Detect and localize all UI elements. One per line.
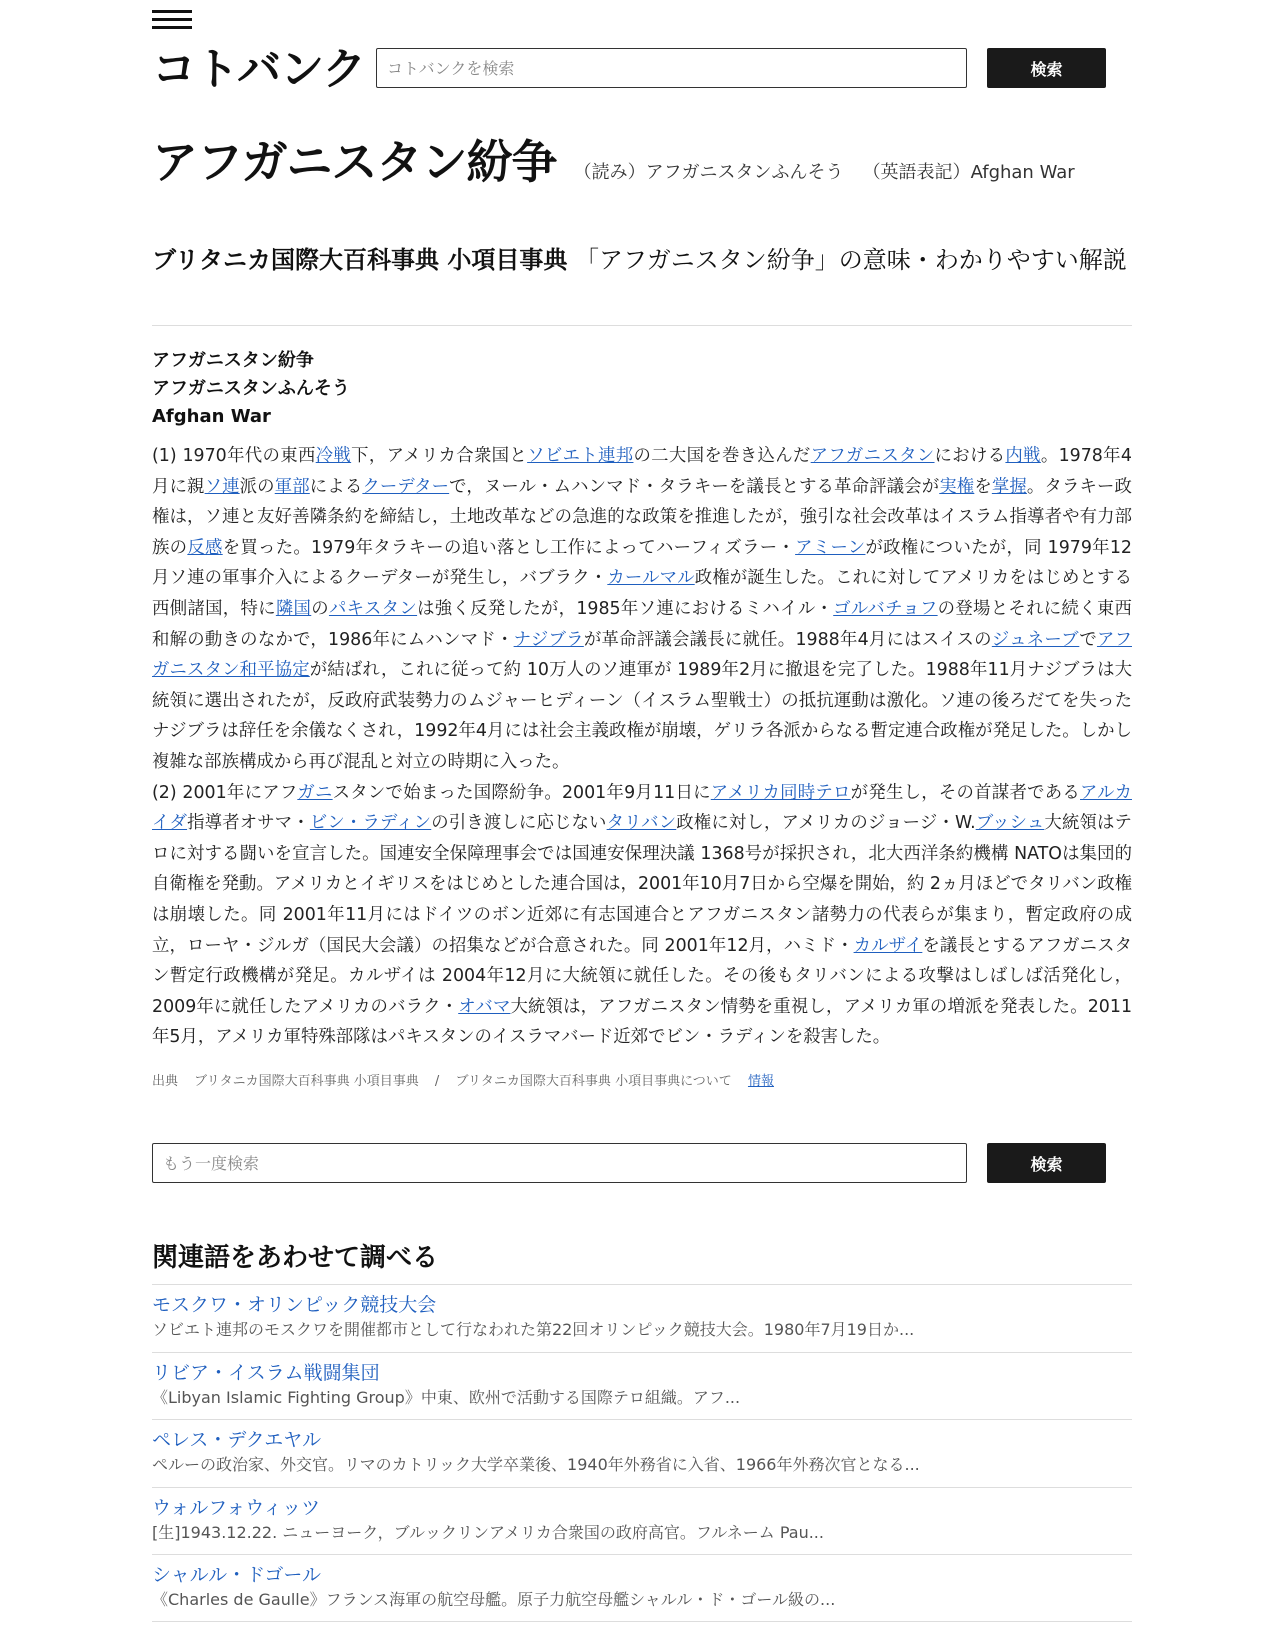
entry-link[interactable]: カールマル <box>607 568 695 589</box>
entry-headwords <box>152 347 350 431</box>
entry-text: における <box>934 446 1006 466</box>
related-list <box>152 1284 1132 1622</box>
related-item <box>152 1352 1132 1420</box>
entry-link[interactable]: ビン・ラディン <box>309 813 432 834</box>
entry-text: 。タラキー政権は，ソ連と友好善隣条約を締結し，土地改革などの急進的な政策を推進したが，強引な社会改革はイスラム指導者や有力部族の <box>152 476 1132 558</box>
source-name: ブリタニカ国際大百科事典 小項目事典 <box>194 1074 419 1089</box>
entry-english: Afghan War <box>152 406 271 427</box>
entry-link[interactable]: ジュネーブ <box>991 629 1080 650</box>
related-link[interactable]: リビア・イスラム戦闘集団 <box>152 1361 380 1384</box>
entry-text: 下，アメリカ合衆国と <box>351 446 528 466</box>
entry-text: 政権が誕生した。これに対してアメリカをはじめとする西側諸国，特に <box>152 568 1132 619</box>
entry-text: の引き渡しに応じない <box>431 813 607 834</box>
related-desc: 《Charles de Gaulle》フランス海軍の航空母艦。原子力航空母艦シャルル・ド・ゴール級の... <box>152 1590 836 1609</box>
entry-link[interactable]: アフガニスタン和平協定 <box>152 629 1132 681</box>
entry-text: が結ばれ，これに従って約 10万人のソ連軍が 1989年2月に撤退を完了した。1988年11月ナジブラは大統領に選出されたが，反政府武装勢力のムジャーヒディーン（イスラム聖戦士）の抵抗運動は激化。ソ連の後ろだてを失ったナジブラは辞任を余儀なくされ，1992年4月には社会主義政権が崩壊，ゲリラ各派からなる暫定連合政権が発足した。しかし複雑な部族構成から再び混乱と対立の時期に入った。 <box>152 660 1132 772</box>
entry-link[interactable]: タリバン <box>606 813 677 834</box>
entry-text: による <box>309 476 363 497</box>
dictionary-name: ブリタニカ国際大百科事典 小項目事典 <box>152 246 568 274</box>
search-button[interactable]: 検索 <box>987 48 1106 88</box>
english-value: Afghan War <box>970 162 1075 183</box>
related-link[interactable]: ペレス・デクエヤル <box>152 1429 322 1451</box>
entry-link[interactable]: アミーン <box>795 537 866 558</box>
entry-text: の登場とそれに続く東西和解の動きのなかで，1986年にムハンマド・ <box>152 598 1132 650</box>
source-separator: / <box>434 1074 440 1089</box>
related-desc: 《Libyan Islamic Fighting Group》中東、欧州で活動する国際テロ組織。アフ... <box>152 1387 741 1407</box>
title-english <box>863 162 1075 183</box>
entry-text: を <box>974 476 992 497</box>
entry-link[interactable]: パキスタン <box>328 598 418 619</box>
related-link[interactable]: シャルル・ドゴール <box>152 1564 322 1586</box>
related-desc: [生]1943.12.22. ニューヨーク，ブルックリンアメリカ合衆国の政府高官。フルネーム Pau... <box>152 1522 824 1542</box>
entry-text: (1) 1970年代の東西 <box>152 446 316 466</box>
entry-link[interactable]: ブッシュ <box>975 813 1045 834</box>
entry-text: 指導者オサマ・ <box>187 813 310 834</box>
dictionary-heading <box>152 240 1132 280</box>
entry-link[interactable]: アフガニスタン <box>810 446 935 466</box>
entry-link[interactable]: 内戦 <box>1005 446 1041 466</box>
entry-text: 派の <box>239 476 275 497</box>
entry-headword: アフガニスタン紛争 <box>152 350 314 371</box>
page-title: アフガニスタン紛争 <box>152 135 557 189</box>
entry-text: の <box>311 598 329 619</box>
related-title: 関連語をあわせて調べる <box>152 1243 439 1273</box>
related-item <box>152 1554 1132 1622</box>
entry-paragraph-2 <box>152 778 1132 1053</box>
entry-link[interactable]: オバマ <box>458 996 511 1017</box>
entry-body <box>152 441 1132 1053</box>
entry-text: を買った。1979年タラキーの追い落とし工作によってハーフィズラー・ <box>222 537 796 558</box>
site-logo[interactable]: コトバンク <box>152 44 366 95</box>
search-again-input[interactable] <box>152 1143 967 1183</box>
entry-text: 政権に対し，アメリカのジョージ・W. <box>676 813 976 834</box>
hamburger-menu-icon[interactable] <box>152 10 192 32</box>
entry-text: は強く反発したが，1985年ソ連におけるミハイル・ <box>417 598 834 619</box>
source-info-link[interactable]: 情報 <box>747 1074 774 1089</box>
entry-text: が政権についたが，同 1979年12月ソ連の軍事介入によるクーデターが発生し，バブラク・ <box>152 537 1132 589</box>
entry-link[interactable]: アルカイダ <box>152 782 1132 834</box>
related-desc: ソビエト連邦のモスクワを開催都市として行なわれた第22回オリンピック競技大会。1980年7月19日か... <box>152 1320 915 1339</box>
entry-link[interactable]: 軍部 <box>274 476 310 497</box>
related-item <box>152 1419 1132 1487</box>
related-link[interactable]: ウォルフォウィッツ <box>152 1496 321 1519</box>
entry-reading: アフガニスタンふんそう <box>152 378 350 399</box>
dictionary-heading-suffix: 「アフガニスタン紛争」の意味・わかりやすい解説 <box>575 246 1127 274</box>
entry-link[interactable]: ソ連 <box>204 476 240 497</box>
related-link[interactable]: モスクワ・オリンピック競技大会 <box>152 1294 437 1316</box>
entry-link[interactable]: 冷戦 <box>315 446 352 466</box>
source-about: ブリタニカ国際大百科事典 小項目事典について <box>455 1074 732 1089</box>
entry-text: が革命評議会議長に就任。1988年4月にはスイスの <box>583 629 992 650</box>
entry-link[interactable]: ガニ <box>297 782 333 803</box>
entry-text: で <box>1079 629 1097 650</box>
entry-text: 。1978年4月に親 <box>152 446 1132 497</box>
entry-paragraph-1 <box>152 441 1132 778</box>
related-item <box>152 1284 1132 1352</box>
title-row <box>152 126 1075 192</box>
entry-text: 大統領は，アフガニスタン情勢を重視し，アメリカ軍の増派を発表した。2011年5月，アメリカ軍特殊部隊はパキスタンのイスラマバード近郊でビン・ラディンを殺害した。 <box>152 996 1133 1048</box>
divider <box>152 325 1132 326</box>
search-again-button[interactable]: 検索 <box>987 1143 1106 1183</box>
entry-text: 大統領はテロに対する闘いを宣言した。国連安全保障理事会では国連安保理決議 1368号が採択され，北大西洋条約機構 NATOは集団的自衛権を発動。アメリカとイギリスをはじめとした連合国は，2001年10月7日から空爆を開始，約 2ヵ月ほどでタリバン政権は崩壊した。同 2001年11月にはドイツのボン近郊に有志国連合とアフガニスタン諸勢力の代表らが集まり，暫定政府の成立，ローヤ・ジルガ（国民大会議）の招集などが合意された。同 2001年12月，ハミド・ <box>152 813 1132 956</box>
entry-text: (2) 2001年にアフ <box>152 782 298 803</box>
entry-link[interactable]: 反感 <box>187 537 223 558</box>
entry-link[interactable]: アメリカ同時テロ <box>710 782 851 803</box>
entry-link[interactable]: 隣国 <box>275 598 312 619</box>
entry-link[interactable]: ゴルバチョフ <box>833 598 938 619</box>
english-label: （英語表記） <box>862 162 971 183</box>
entry-link[interactable]: 実権 <box>939 476 975 497</box>
source-line <box>152 1070 774 1089</box>
entry-link[interactable]: カルザイ <box>853 935 923 956</box>
entry-text: の二大国を巻き込んだ <box>633 446 811 466</box>
entry-link[interactable]: クーデター <box>362 476 450 497</box>
entry-text: を議長とするアフガニスタン暫定行政機構が発足。カルザイは 2004年12月に大統領に就任した。その後もタリバンによる攻撃はしばしば活発化し，2009年に就任したアメリカのバラク・ <box>152 935 1132 1017</box>
entry-text: スタンで始まった国際紛争。2001年9月11日に <box>332 782 711 803</box>
entry-text: で，ヌール・ムハンマド・タラキーを議長とする革命評議会が <box>449 476 940 497</box>
reading-value: アフガニスタンふんそう <box>645 162 844 183</box>
entry-link[interactable]: ソビエト連邦 <box>527 446 634 466</box>
related-item <box>152 1487 1132 1555</box>
related-desc: ペルーの政治家、外交官。リマのカトリック大学卒業後、1940年外務省に入省、1966年外務次官となる... <box>152 1455 920 1474</box>
search-input[interactable] <box>376 48 967 88</box>
source-label: 出典 <box>152 1074 179 1089</box>
entry-link[interactable]: ナジブラ <box>513 629 584 650</box>
title-reading <box>574 162 844 183</box>
entry-text: が発生し，その首謀者である <box>850 782 1081 803</box>
reading-label: （読み） <box>573 162 646 183</box>
entry-link[interactable]: 掌握 <box>991 476 1027 497</box>
